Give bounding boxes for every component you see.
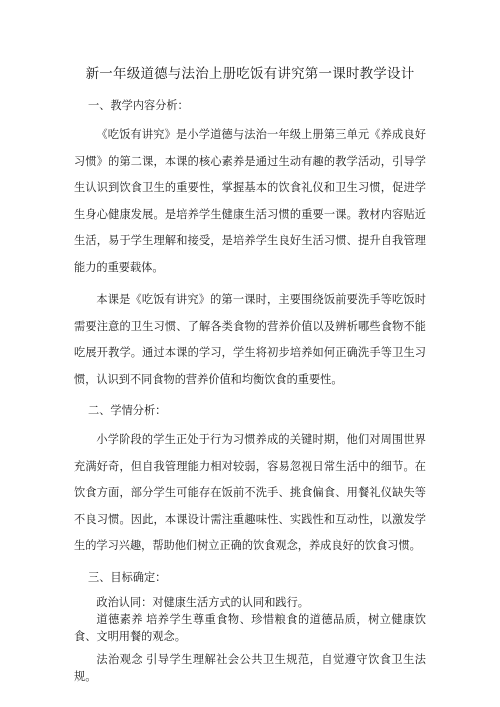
goal-text: 引导学生理解社会公共卫生规范，自觉遵守饮食卫生法规。 (74, 652, 426, 683)
paragraph: 本课是《吃饭有讲究》的第一课时，主要围绕饭前要洗手等吃饭时需要注意的卫生习惯、了解各类食物的营养价值以及辨析哪些食物不能吃展开教学。通过本课的学习，学生将初步培养如何正确洗手等卫生习惯，认识到不同食物的营养价值和均衡饮食的重要性。 (74, 293, 426, 386)
goal-label: 道德素养 (96, 612, 144, 626)
goal-label: 政治认同： (96, 595, 153, 609)
goal-item (74, 594, 426, 611)
goal-label: 法治观念 (96, 652, 144, 666)
document-title: 新一年级道德与法治上册吃饭有讲究第一课时教学设计 (85, 66, 415, 82)
goal-item (74, 611, 426, 645)
section-objectives (74, 566, 426, 685)
section-content-analysis (74, 94, 426, 393)
goal-text: 对健康生活方式的认同和践行。 (152, 595, 309, 609)
goal-item (74, 651, 426, 685)
paragraph: 《吃饭有讲究》是小学道德与法治一年级上册第三单元《养成良好习惯》的第二课，本课的核心素养是通过生动有趣的教学活动，引导学生认识到饮食卫生的重要性，掌握基本的饮食礼仪和卫生习惯，促进学生身心健康发展。是培养学生健康生活习惯的重要一课。教材内容贴近生活，易于学生理解和接受，是培养学生良好生活习惯、提升自我管理能力的重要载体。 (74, 128, 426, 274)
section-learner-analysis (74, 399, 426, 560)
section-heading: 三、目标确定： (88, 570, 167, 584)
section-heading: 一、教学内容分析： (88, 99, 189, 112)
paragraph: 小学阶段的学生正处于行为习惯养成的关键时期，他们对周围世界充满好奇，但自我管理能力相对较弱，容易忽视日常生活中的细节。在饮食方面，部分学生可能存在饭前不洗手、挑食偏食、用餐礼仪缺失等不良习惯。因此，本课设计需注重趣味性、实践性和互动性，以激发学生的学习兴趣，帮助他们树立正确的饮食观念，养成良好的饮食习惯。 (74, 433, 426, 552)
goal-text: 培养学生尊重食物、珍惜粮食的道德品质，树立健康饮食、文明用餐的观念。 (74, 612, 426, 643)
section-heading: 二、学情分析： (88, 404, 167, 417)
